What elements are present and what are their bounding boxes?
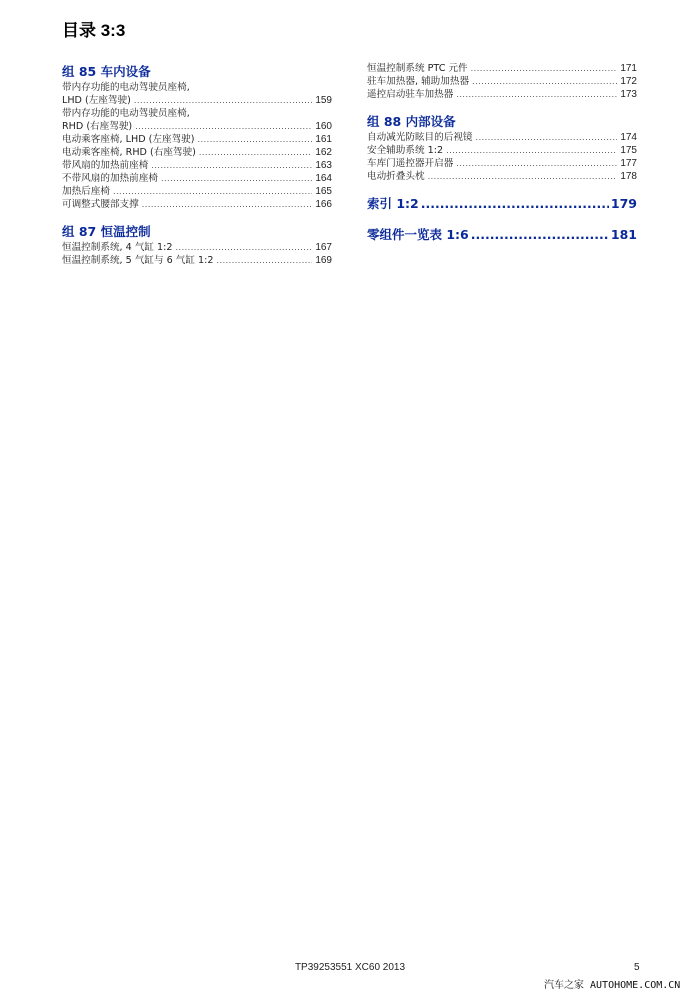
toc-entry[interactable] [62,120,332,133]
toc-entry-title: LHD (左座驾驶) [62,95,131,106]
toc-entry-page: 159 [315,95,332,106]
leader-dots [142,198,313,211]
toc-entry[interactable] [62,159,332,172]
toc-entry-page: 177 [620,158,637,169]
toc-entry-page: 163 [315,160,332,171]
toc-entry[interactable] [367,131,637,144]
toc-entry[interactable] [62,185,332,198]
toc-parts-title: 零组件一览表 1:6 [367,227,469,242]
toc-entry-page: 169 [315,255,332,266]
toc-entry-title: 恒温控制系统 PTC 元件 [367,63,468,74]
toc-group-85 [62,64,332,211]
toc-left-column [62,64,332,280]
leader-dots [471,62,618,75]
toc-entry-title: 车库门遥控器开启器 [367,158,454,169]
leader-dots [113,185,312,198]
toc-entry-title: 恒温控制系统, 5 气缸与 6 气缸 1:2 [62,255,214,266]
leader-dots [199,146,312,159]
toc-entry-page: 165 [315,186,332,197]
toc-entry-page: 166 [315,199,332,210]
toc-parts-list-entry[interactable] [367,227,637,243]
leader-dots [198,133,313,146]
leader-dots [446,144,617,157]
group-heading[interactable]: 组 87 恒温控制 [62,224,151,239]
toc-entry[interactable] [62,241,332,254]
page-title: 目录 3:3 [62,21,126,40]
toc-entry-title: 恒温控制系统, 4 气缸 1:2 [62,242,173,253]
toc-entry-title: 可调整式腰部支撑 [62,199,139,210]
watermark: 汽车之家 AUTOHOME.COM.CN [544,980,681,991]
toc-group-87 [62,224,332,267]
toc-entry-title: 安全辅助系统 1:2 [367,145,444,156]
toc-entry-page: 167 [315,242,332,253]
leader-dots [476,131,618,144]
leader-dots [216,254,312,267]
toc-group-87-continued [367,62,637,101]
leader-dots [428,170,618,183]
toc-entry[interactable] [62,94,332,107]
toc-entry-page: 174 [620,132,637,143]
footer-page-number: 5 [634,962,640,973]
toc-entry-title: 加热后座椅 [62,186,110,197]
leader-dots [151,159,312,172]
toc-entry[interactable] [367,75,637,88]
toc-entry-title: 电动乘客座椅, LHD (左座驾驶) [62,134,195,145]
leader-dots [134,94,312,107]
group-heading[interactable]: 组 88 内部设备 [367,114,456,129]
toc-entry[interactable] [367,88,637,101]
leader-dots [135,120,312,133]
toc-entry[interactable] [367,170,637,183]
toc-entry[interactable] [367,144,637,157]
leader-dots [161,172,312,185]
toc-entry-title: 电动乘客座椅, RHD (右座驾驶) [62,147,196,158]
toc-index-entry[interactable] [367,196,637,212]
toc-entry[interactable] [62,172,332,185]
leader-dots [472,75,617,88]
toc-entry[interactable] [62,254,332,267]
toc-index-title: 索引 1:2 [367,196,419,211]
toc-index-page: 179 [610,196,637,211]
toc-entry-page: 160 [315,121,332,132]
toc-entry-page: 171 [620,63,637,74]
toc-entry-page: 162 [315,147,332,158]
toc-right-column [367,62,637,258]
toc-entry[interactable] [62,133,332,146]
toc-entry-line: 带内存功能的电动驾驶员座椅, [62,82,190,93]
toc-group-88 [367,114,637,183]
toc-entry-title: 带风扇的加热前座椅 [62,160,149,171]
leader-dots [456,157,617,170]
toc-entry-page: 172 [620,76,637,87]
toc-entry-title: 电动折叠头枕 [367,171,425,182]
toc-entry-title: RHD (右座驾驶) [62,121,133,132]
toc-entry-page: 161 [315,134,332,145]
toc-entry-title: 不带风扇的加热前座椅 [62,173,158,184]
toc-entry-page: 173 [620,89,637,100]
toc-entry-page: 175 [620,145,637,156]
toc-entry-page: 178 [620,171,637,182]
toc-entry-title: 遥控启动驻车加热器 [367,89,454,100]
toc-entry-title: 驻车加热器, 辅助加热器 [367,76,470,87]
toc-entry[interactable] [367,62,637,75]
toc-entry[interactable] [62,198,332,211]
leader-dots [471,227,609,243]
footer-document-id: TP39253551 XC60 2013 [294,962,406,973]
toc-entry-line: 带内存功能的电动驾驶员座椅, [62,108,190,119]
leader-dots [176,241,313,254]
toc-entry-page: 164 [315,173,332,184]
leader-dots [456,88,617,101]
toc-entry-title: 自动减光防眩目的后视镜 [367,132,473,143]
toc-entry[interactable] [367,157,637,170]
toc-entry[interactable] [62,146,332,159]
toc-parts-page: 181 [610,227,637,242]
leader-dots [421,196,609,212]
group-heading[interactable]: 组 85 车内设备 [62,64,151,79]
